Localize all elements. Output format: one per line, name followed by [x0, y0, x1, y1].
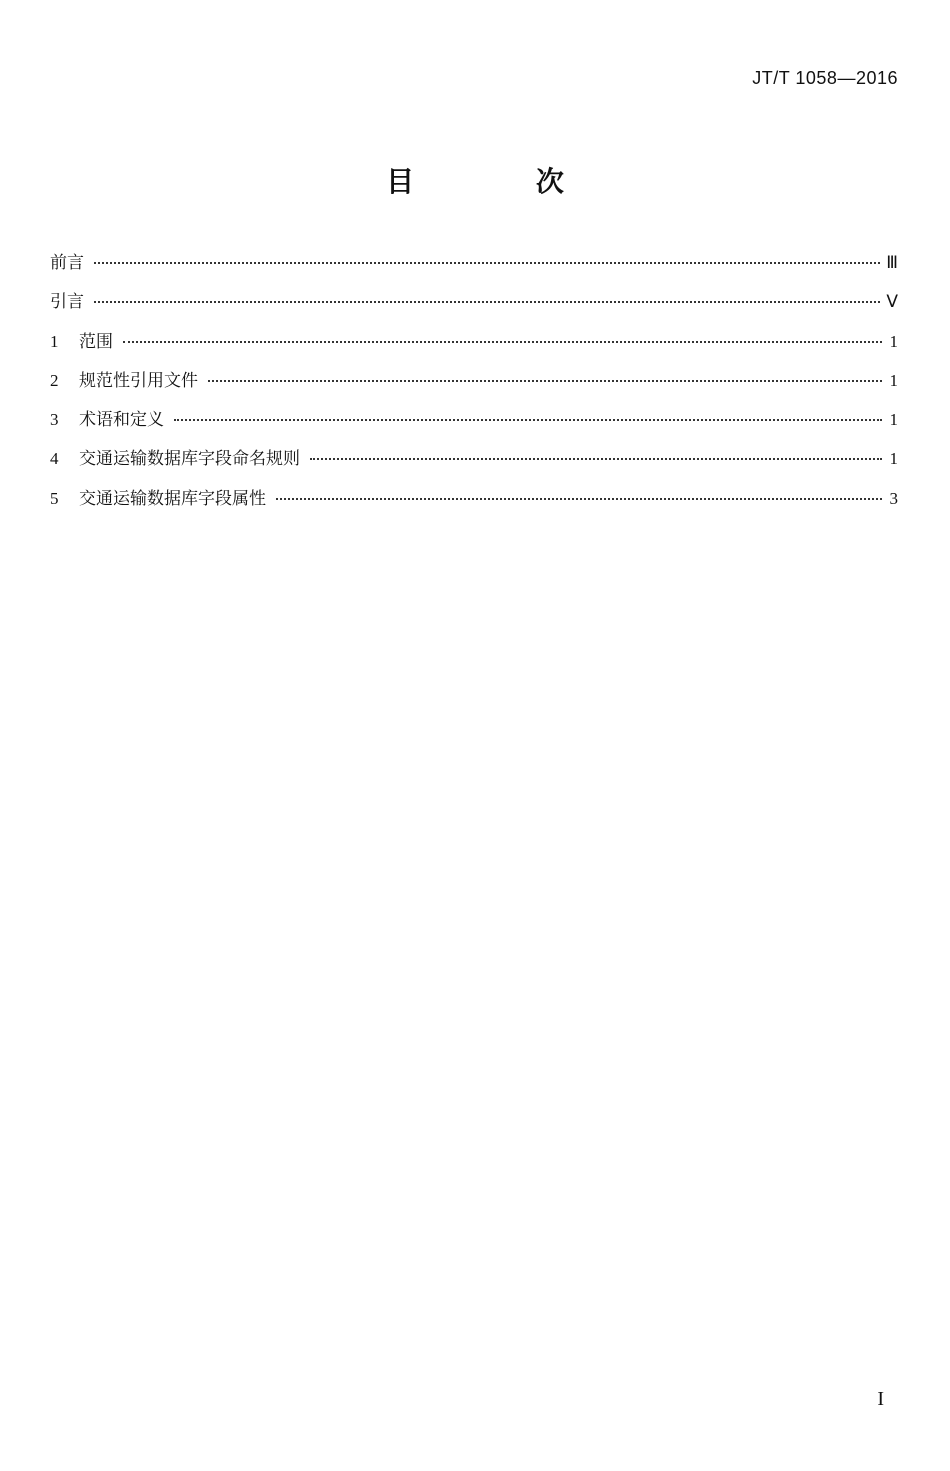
toc-entry-label: 术语和定义 — [79, 410, 164, 431]
toc-entry-field-naming-rules[interactable] — [50, 444, 898, 483]
toc-entry-foreword[interactable] — [50, 248, 898, 287]
toc-entry-scope[interactable] — [50, 327, 898, 366]
toc-leader-dots — [208, 380, 882, 382]
toc-leader-dots — [94, 301, 880, 303]
page-number: I — [877, 1388, 884, 1410]
toc-entry-normative-references[interactable] — [50, 366, 898, 405]
toc-entry-number: 3 — [50, 410, 59, 430]
toc-entry-page: 1 — [889, 370, 898, 390]
toc-entry-introduction[interactable] — [50, 287, 898, 326]
toc-entry-number: 2 — [50, 370, 59, 390]
toc-entry-number: 1 — [50, 331, 59, 351]
toc-entry-page: 1 — [889, 449, 898, 469]
toc-entry-label: 引言 — [50, 292, 84, 313]
toc-leader-dots — [123, 341, 882, 343]
toc-entry-page: 1 — [889, 331, 898, 351]
toc-entry-label: 规范性引用文件 — [79, 370, 198, 391]
toc-entry-page: 3 — [889, 488, 898, 508]
toc-leader-dots — [94, 262, 880, 264]
toc-entry-number: 4 — [50, 449, 59, 469]
toc-leader-dots — [276, 498, 882, 500]
toc-entry-page: 1 — [889, 410, 898, 430]
toc-leader-dots — [310, 458, 882, 460]
toc-entry-field-attributes[interactable] — [50, 484, 898, 523]
toc-entry-label: 范围 — [79, 331, 113, 352]
toc-entry-page: Ⅲ — [886, 253, 898, 272]
toc-entry-label: 交通运输数据库字段属性 — [79, 488, 266, 509]
toc-entry-number: 5 — [50, 488, 59, 508]
toc-entry-label: 交通运输数据库字段命名规则 — [79, 449, 300, 470]
standard-code: JT/T 1058—2016 — [752, 68, 898, 88]
toc-entry-terms-definitions[interactable] — [50, 405, 898, 444]
toc-title: 目 次 — [386, 165, 620, 198]
toc-entry-page: Ⅴ — [886, 292, 898, 312]
toc-list — [50, 248, 898, 523]
toc-entry-label: 前言 — [50, 253, 84, 273]
toc-leader-dots — [174, 419, 882, 421]
